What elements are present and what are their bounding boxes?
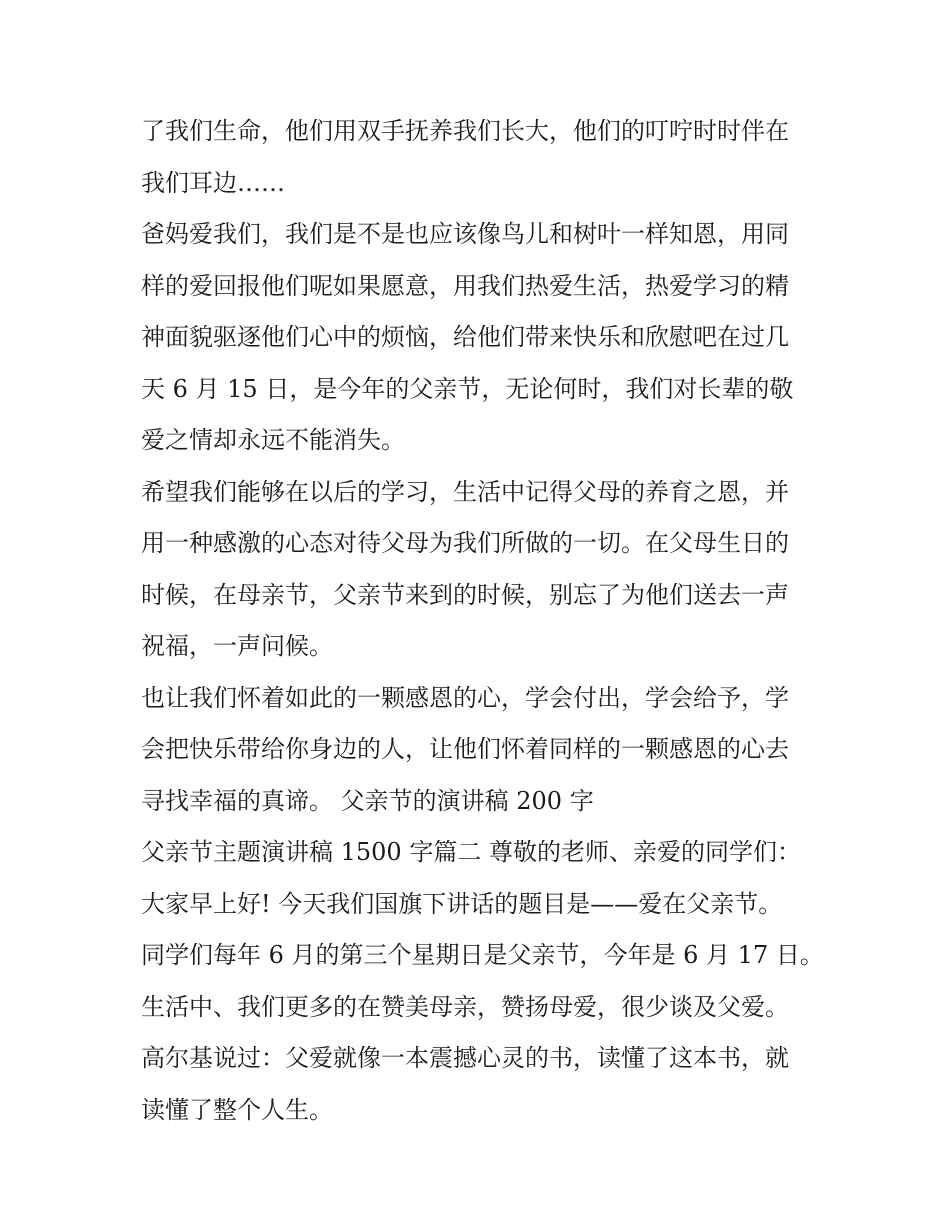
text-line: 大家早上好! 今天我们国旗下讲话的题目是——爱在父亲节。 [141,889,783,918]
text-line: 也让我们怀着如此的一颗感恩的心，学会付出，学会给予，学 [141,683,789,712]
text-line: 爱之情却永远不能消失。 [141,426,405,454]
text-line: 读懂了整个人生。 [141,1095,333,1124]
text-line: 生活中、我们更多的在赞美母亲，赞扬母爱，很少谈及父爱。 [141,992,789,1021]
text-line: 同学们每年 6 月的第三个星期日是父亲节，今年是 6 月 17 日。 [141,941,824,969]
text-line: 天 6 月 15 日，是今年的父亲节，无论何时，我们对长辈的敬 [141,374,794,403]
text-line: 父亲节主题演讲稿 1500 字篇二 尊敬的老师、亲爱的同学们： [141,838,801,866]
text-line: 用一种感激的心态对待父母为我们所做的一切。在父母生日的 [141,529,789,557]
text-line: 样的爱回报他们呢如果愿意，用我们热爱生活，热爱学习的精 [141,271,789,300]
text-line: 祝福，一声问候。 [141,632,333,660]
text-line: 会把快乐带给你身边的人，让他们怀着同样的一颗感恩的心去 [141,735,789,763]
text-line: 爸妈爱我们，我们是不是也应该像鸟儿和树叶一样知恩，用同 [141,220,789,248]
body-text [141,106,824,1136]
text-line: 时候，在母亲节，父亲节来到的时候，别忘了为他们送去一声 [141,580,789,609]
text-line: 寻找幸福的真谛。 父亲节的演讲稿 200 字 [141,786,594,815]
text-line: 我们耳边…… [141,168,285,197]
text-line: 高尔基说过：父爱就像一本震撼心灵的书，读懂了这本书，就 [141,1044,789,1072]
text-line: 了我们生命，他们用双手抚养我们长大，他们的叮咛时时伴在 [141,117,789,145]
text-line: 希望我们能够在以后的学习，生活中记得父母的养育之恩，并 [141,477,789,506]
text-line: 神面貌驱逐他们心中的烦恼，给他们带来快乐和欣慰吧在过几 [141,323,789,351]
